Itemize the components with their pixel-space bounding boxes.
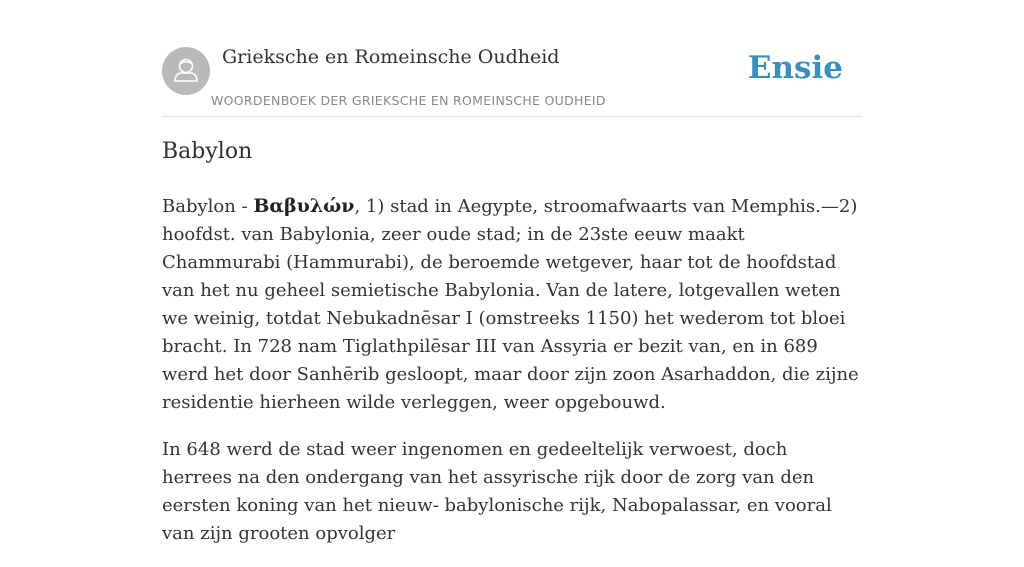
entry-body [162, 192, 862, 567]
entry-title: Babylon [162, 139, 253, 164]
page [162, 0, 862, 544]
entry-paragraph [162, 192, 862, 417]
entry-lemma: Babylon - [162, 196, 254, 217]
user-icon [162, 47, 210, 95]
greek-term: Βαβυλών [253, 195, 355, 217]
entry-paragraph-text: , 1) stad in Aegypte, stroomafwaarts van Memphis.—2) hoofdst. van Babylonia, zeer oude stad; in de 23ste eeuw maakt Chammurabi (Hammurabi), de beroemde wetgever, haar tot de hoofdstad van het nu geheel semietische Babylonia. Van de latere, lotgevallen weten we weinig, totdat Nebukadnēsar I (omstreeks 1150) het wederom tot bloei bracht. In 728 nam Tiglathpilēsar III van Assyria er bezit van, en in 689 werd het door Sanhērib gesloopt, maar door zijn zoon Asarhaddon, die zijne residentie hierheen wilde verleggen, weer opgebouwd. [162, 196, 859, 413]
brand-logo[interactable]: Ensie [747, 50, 843, 86]
site-header [162, 0, 862, 117]
entry-paragraph: In 648 werd de stad weer ingenomen en gedeeltelijk verwoest, doch herrees na den ondergang van het assyrische rijk door de zorg van den eersten koning van het nieuw- babylonische rijk, Nabopalassar, en vooral van zijn grooten opvolger [162, 439, 832, 544]
site-title[interactable]: Grieksche en Romeinsche Oudheid [222, 46, 560, 68]
site-subtitle: WOORDENBOEK DER GRIEKSCHE EN ROMEINSCHE OUDHEID [211, 93, 606, 108]
avatar[interactable] [162, 47, 210, 95]
